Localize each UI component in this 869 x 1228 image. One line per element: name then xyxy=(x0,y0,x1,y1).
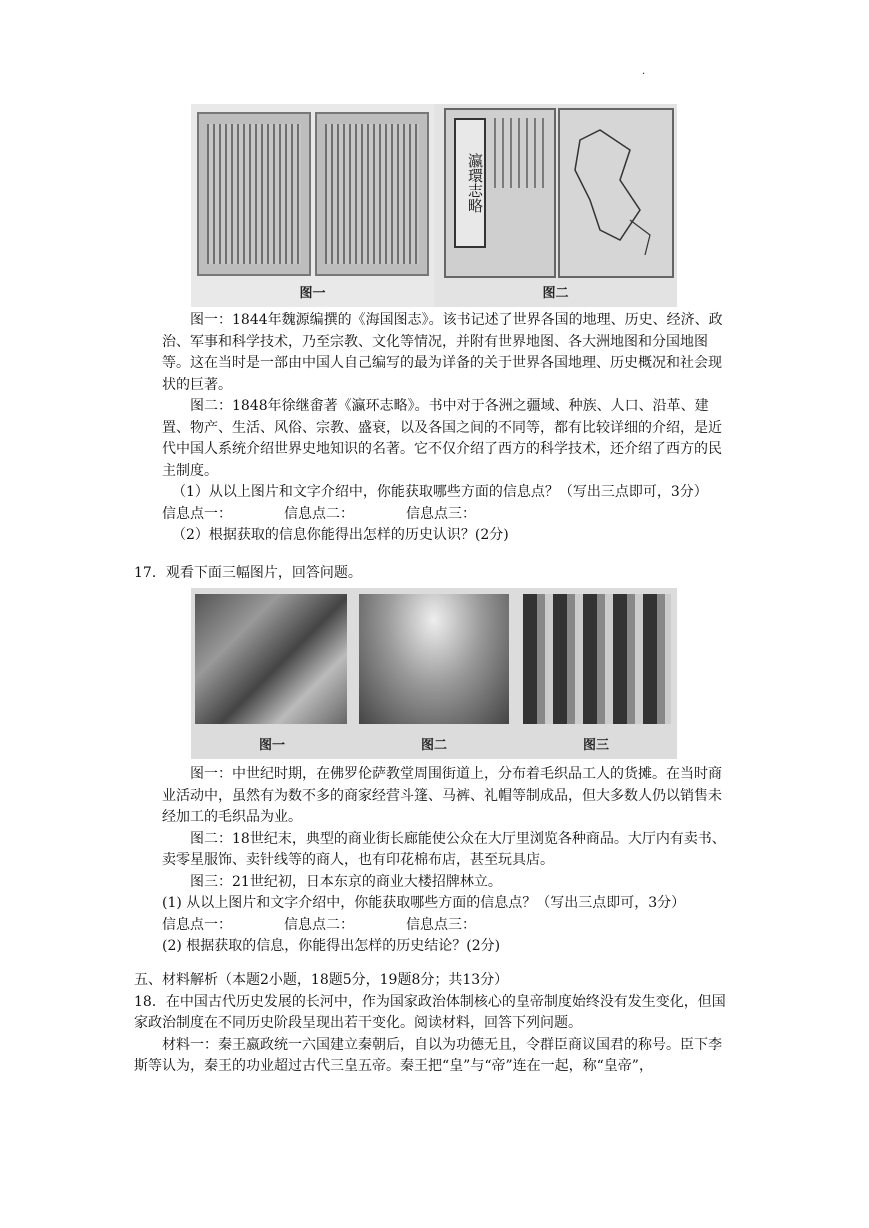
info-point: 信息点二： xyxy=(284,505,354,522)
question-16-1: （1）从以上图片和文字介绍中，你能获取哪些方面的信息点？（写出三点即可，3分） xyxy=(172,484,708,500)
figure-caption: 图三 xyxy=(582,738,609,753)
book-right-page xyxy=(315,112,429,276)
section-heading: 五、材料解析（本题2小题，18题5分，19题8分；共13分） xyxy=(134,972,509,988)
cover-panel xyxy=(444,108,556,278)
map-sketch xyxy=(560,110,672,276)
info-point: 信息点三： xyxy=(406,505,476,522)
map-panel xyxy=(558,108,674,278)
figure-2-book-cover xyxy=(434,104,677,307)
info-point: 信息点一： xyxy=(162,505,232,522)
book-left-page xyxy=(197,112,311,276)
cover-text-block xyxy=(494,118,544,188)
figure-2-arcade xyxy=(353,588,515,759)
info-point: 信息点二： xyxy=(284,916,354,933)
question-16-2: （2）根据获取的信息你能得出怎样的历史认识？(2分) xyxy=(172,527,509,543)
question-17-heading: 17．观看下面三幅图片，回答问题。 xyxy=(134,565,362,581)
figure-group-2 xyxy=(191,588,677,759)
paragraph: 图一：中世纪时期，在佛罗伦萨教堂周围街道上，分布着毛织品工人的货摊。在当时商业活动中，虽然有为数不多的商家经营斗篷、马裤、礼帽等制成品，但大多数人仍以销售未经加工的毛织品为业。 xyxy=(162,766,722,825)
section-16-text xyxy=(162,310,732,547)
figure-1-book-pages xyxy=(191,104,434,307)
photo-street xyxy=(195,594,347,724)
paragraph: 图二：18世纪末，典型的商业街长廊能使公众在大厅里浏览各种商品。大厅内有卖书、卖零星服饰、卖针线等的商人，也有印花棉布店，甚至玩具店。 xyxy=(162,830,726,868)
figure-1-street-market xyxy=(191,588,353,759)
material-1: 材料一：秦王嬴政统一六国建立秦朝后，自以为功德无且，令群臣商议国君的称号。臣下李斯等认为，秦王的功业超过古代三皇五帝。秦王把“皇”与“帝”连在一起，称“皇帝”， xyxy=(134,1036,722,1074)
top-mark: . xyxy=(642,66,646,77)
photo-arcade xyxy=(359,594,509,724)
question-18: 18．在中国古代历史发展的长河中，作为国家政治体制核心的皇帝制度始终没有发生变化，但国家政治制度在不同历史阶段呈现出若干变化。阅读材料，回答下列问题。 xyxy=(134,993,726,1031)
figure-group-1 xyxy=(191,104,677,307)
section-5-text xyxy=(134,970,734,1078)
info-points-16 xyxy=(162,504,732,526)
cover-title: 瀛環志略 xyxy=(454,118,486,248)
question-17-2: (2) 根据获取的信息，你能得出怎样的历史结论？(2分) xyxy=(162,938,501,954)
section-17-text xyxy=(162,764,732,958)
figure-caption: 图二 xyxy=(542,286,569,301)
photo-tokyo xyxy=(523,594,671,724)
figure-caption: 图一 xyxy=(299,286,326,301)
info-points-17 xyxy=(162,915,732,937)
paragraph: 图一：1844年魏源编撰的《海国图志》。该书记述了世界各国的地理、历史、经济、政治、军事和科学技术，乃至宗教、文化等情况，并附有世界地图、各大洲地图和分国地图等。这在当时是一部由中国人自己编写的最为详备的关于世界各国地理、历史概况和社会现状的巨著。 xyxy=(162,312,723,393)
figure-3-tokyo xyxy=(515,588,677,759)
info-point: 信息点三： xyxy=(406,916,476,933)
figure-caption: 图一 xyxy=(258,738,285,753)
info-point: 信息点一： xyxy=(162,916,232,933)
paragraph: 图二：1848年徐继畬著《瀛环志略》。书中对于各洲之疆域、种族、人口、沿革、建置、物产、生活、风俗、宗教、盛衰，以及各国之间的不同等，都有比较详细的介绍，是近代中国人系统介绍世界史地知识的名著。它不仅介绍了西方的科学技术，还介绍了西方的民主制度。 xyxy=(162,398,722,479)
figure-caption: 图二 xyxy=(420,738,447,753)
paragraph: 图三：21世纪初，日本东京的商业大楼招牌林立。 xyxy=(190,873,502,890)
question-17-1: (1) 从以上图片和文字介绍中，你能获取哪些方面的信息点？（写出三点即可，3分） xyxy=(162,895,686,911)
